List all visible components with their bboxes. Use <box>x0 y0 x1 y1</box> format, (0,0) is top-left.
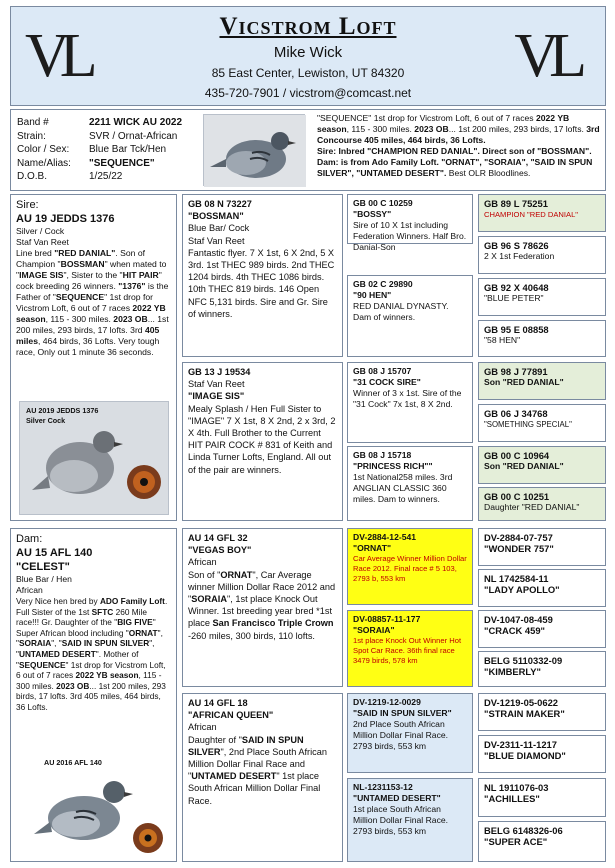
dam-photo <box>19 751 169 857</box>
gggp-sub: "BLUE DIAMOND" <box>484 750 566 761</box>
gggp-band: GB 00 C 10964 <box>484 450 550 461</box>
gggp-14 <box>478 735 606 773</box>
owner-name: Mike Wick <box>273 44 343 61</box>
pigeon-image <box>204 115 306 187</box>
gggp-band: GB 92 X 40648 <box>484 282 549 293</box>
header <box>10 6 606 106</box>
sire-description: Line bred "RED DANIAL". Son of Champion "BOSSMAN" when mated to "IMAGE SIS", Sister to the "HIT PAIR" cock breeding 26 winners. "1376" is the Father of "SEQUENCE" 1st drop for Vicstrom Loft, 6 out of 7 races 2022 YB season, 115 - 300 miles. 2023 OB... 1st 200 miles, 293 birds, 17 lofts. 3rd 405 miles, 464 birds, 36 Lofts. Very tough race, Only out 1 minute 36 seconds. <box>16 248 169 357</box>
strain-value: SVR / Ornat-African <box>89 130 178 142</box>
gggp-band: BELG 5110332-09 <box>484 655 563 666</box>
gggp-sub: "KIMBERLY" <box>484 666 541 677</box>
ggp-text: 2nd Place South African Million Dollar Final Race. 2793 birds, 553 km <box>353 719 449 751</box>
dam-strain: African <box>16 585 43 595</box>
gs2-name: "VEGAS BOY" <box>188 545 252 556</box>
gs1-strain: Staf Van Reet <box>188 235 245 246</box>
address: 85 East Center, Lewiston, UT 84320 <box>211 66 405 80</box>
grandsire-paternal <box>182 194 343 357</box>
gggp-7 <box>478 446 606 484</box>
band-value: 2211 WICK AU 2022 <box>89 117 183 128</box>
page-title: Vicstrom Loft <box>219 13 397 40</box>
gggp-band: GB 96 S 78626 <box>484 240 549 251</box>
sire-photo-caption-1: AU 2019 JEDDS 1376 <box>26 406 99 415</box>
gd1-description: Mealy Splash / Hen Full Sister to "IMAGE" 7 X 1st, 8 X 2nd, 2 x 3rd, 2 X 4th. Full Brother to the Current HIT PAIR COCK # 831 of Keith and Linda Turner Lofts, England. All out of the pair are winners. <box>188 403 336 475</box>
gs1-color: Blue Bar/ Cock <box>188 223 250 234</box>
gggp-11 <box>478 610 606 648</box>
ggp-band: GB 02 C 29890 <box>353 279 413 289</box>
dam-card <box>10 528 177 862</box>
ggp-name: "SORAIA" <box>353 625 395 635</box>
gggp-13 <box>478 693 606 731</box>
contact: 435-720-7901 / vicstrom@comcast.net <box>204 86 412 100</box>
band-label: Band # <box>17 117 49 128</box>
ggp-band: GB 08 J 15707 <box>353 366 412 376</box>
bird-values <box>89 116 182 184</box>
ggp-text: RED DANIAL DYNASTY. Dam of winners. <box>353 301 449 322</box>
name-alias-label: Name/Alias: <box>17 157 71 169</box>
ggp-band: DV-08857-11-177 <box>353 614 421 624</box>
gggp-sub: Daughter "RED DANIAL" <box>484 502 580 512</box>
gggp-band: GB 95 E 08858 <box>484 324 549 335</box>
gggp-band: NL 1911076-03 <box>484 782 549 793</box>
gd1-band: GB 13 J 19534 <box>188 367 251 377</box>
gggp-15 <box>478 778 606 817</box>
gggp-sub: CHAMPION "RED DANIAL" <box>484 210 578 219</box>
gd2-strain: African <box>188 722 217 733</box>
ggp-90-hen <box>347 275 473 357</box>
ggp-bossy <box>347 194 473 252</box>
ggp-text: Car Average Winner Million Dollar Race 2012. Final race # 5 103, 2793 b, 553 km <box>353 554 467 583</box>
gs2-band: AU 14 GFL 32 <box>188 533 248 543</box>
gs2-description: Son of "ORNAT", Car Average winner Million Dollar Race 2012 and "SORAIA", 1st place Knock Out Winner. 1st breeding year bred *1st place San Francisco Triple Crown -260 miles, 300 birds, 110 lofts. <box>188 569 336 641</box>
strain-label: Strain: <box>17 130 46 142</box>
gggp-8 <box>478 487 606 521</box>
gggp-sub: "BLUE PETER" <box>484 293 544 303</box>
sire-photo <box>19 401 169 515</box>
ggp-name: "ORNAT" <box>353 543 392 553</box>
gd2-description: Daughter of "SAID IN SPUN SILVER", 2nd Place South African Million Dollar Final Race and "UNTAMED DESERT" 1st place South African Million Dollar Final Race. <box>188 734 327 806</box>
ggp-said-in-spun-silver <box>347 693 473 773</box>
ggp-band: DV-2884-12-541 <box>353 532 417 542</box>
gggp-sub: "58 HEN" <box>484 335 521 345</box>
gggp-sub: "CRACK 459" <box>484 625 545 636</box>
gggp-sub: "STRAIN MAKER" <box>484 708 565 719</box>
gd1-strain: Staf Van Reet <box>188 379 245 390</box>
gggp-sub: "WONDER 757" <box>484 543 554 554</box>
dam-band: AU 15 AFL 140 <box>16 547 93 559</box>
ggp-31-cock-sire <box>347 362 473 443</box>
gs2-strain: African <box>188 557 217 568</box>
dob-value: 1/25/22 <box>89 171 123 182</box>
sire-heading: Sire: <box>16 199 39 211</box>
ggp-band: GB 00 C 10259 <box>353 198 413 208</box>
gggp-sub: "ACHILLES" <box>484 793 540 804</box>
ggp-name: "SAID IN SPUN SILVER" <box>353 708 452 718</box>
ggp-name: "PRINCESS RICH"" <box>353 461 433 471</box>
gd2-band: AU 14 GFL 18 <box>188 698 248 708</box>
gggp-band: GB 00 C 10251 <box>484 491 550 502</box>
gggp-sub: "LADY APOLLO" <box>484 584 560 595</box>
dam-name: "CELEST" <box>16 561 70 573</box>
sire-pigeon-image <box>20 402 170 516</box>
gggp-9 <box>478 528 606 566</box>
granddam-paternal <box>182 362 343 521</box>
color-sex-value: Blue Bar Tck/Hen <box>89 144 167 155</box>
bird-photo <box>203 114 305 186</box>
gggp-band: NL 1742584-11 <box>484 573 549 584</box>
gggp-10 <box>478 569 606 607</box>
ggp-untamed-desert <box>347 778 473 862</box>
gs1-name: "BOSSMAN" <box>188 211 244 222</box>
gggp-band: GB 06 J 34768 <box>484 408 548 419</box>
gggp-band: DV-2884-07-757 <box>484 532 553 543</box>
ggp-ornat <box>347 528 473 605</box>
sire-card <box>10 194 177 521</box>
sire-photo-caption-2: Silver Cock <box>26 416 66 425</box>
gggp-band: DV-1219-05-0622 <box>484 697 559 708</box>
ggp-princess-rich <box>347 446 473 521</box>
ggp-name: "90 HEN" <box>353 290 392 300</box>
gggp-sub: "SOMETHING SPECIAL" <box>484 420 572 429</box>
ggp-name: "BOSSY" <box>353 209 392 219</box>
color-sex-label: Color / Sex: <box>17 144 70 155</box>
gs1-band: GB 08 N 73227 <box>188 199 252 209</box>
dam-description: Very Nice hen bred by ADO Family Loft. Full Sister of the 1st SFTC 260 Mile race!!! Gr. Daughter of the "BIG FIVE" Super African blood including "ORNAT", "SORAIA", "SAID IN SPUN SILVER", "UNTAMED DESERT". Mother of "SEQUENCE" 1st drop for Vicstrom Loft, 6 out of 7 races 2022 YB season, 115 - 300 miles. 2023 OB... 1st 200 miles, 293 birds, 17 lofts. 3rd 405 miles, 464 birds, 36 Lofts. <box>16 596 168 712</box>
ggp-band: NL-1231153-12 <box>353 782 413 792</box>
gggp-band: DV-2311-11-1217 <box>484 739 557 750</box>
grandsire-maternal <box>182 528 343 687</box>
summary-sire: Sire: Inbred "CHAMPION RED DANIAL". Direct son of "BOSSMAN". <box>317 146 592 156</box>
gd1-name: "IMAGE SIS" <box>188 391 245 402</box>
logo-right: VL <box>514 22 577 90</box>
ggp-name: "31 COCK SIRE" <box>353 377 421 387</box>
dam-pigeon-image <box>20 752 170 858</box>
gggp-sub: Son "RED DANIAL" <box>484 377 564 387</box>
gggp-band: GB 89 L 75251 <box>484 198 548 209</box>
sire-band: AU 19 JEDDS 1376 <box>16 213 115 225</box>
gggp-4 <box>478 320 606 357</box>
sire-strain: Staf Van Reet <box>16 237 69 247</box>
ggp-band: GB 08 J 15718 <box>353 450 412 460</box>
gggp-sub: 2 X 1st Federation <box>484 251 555 261</box>
gggp-band: BELG 6148326-06 <box>484 825 563 836</box>
gs1-description: Fantastic flyer. 7 X 1st, 6 X 2nd, 5 X 3rd. 1st THEC 989 birds. 2nd THEC 1204 birds. 4th THEC 1086 birds. 10th THEC 819 birds. 146 Open NFC 5,131 birds. Sire and Gr. Sire of winners. <box>188 247 335 319</box>
gd2-name: "AFRICAN QUEEN" <box>188 710 274 721</box>
gggp-16 <box>478 821 606 862</box>
ggp-band: DV-1219-12-0029 <box>353 697 421 707</box>
gggp-3 <box>478 278 606 316</box>
name-alias-value: "SEQUENCE" <box>89 157 155 169</box>
bird-summary <box>317 113 603 179</box>
dam-heading: Dam: <box>16 533 43 545</box>
granddam-maternal <box>182 693 343 862</box>
dam-photo-caption: AU 2016 AFL 140 <box>44 758 102 767</box>
gggp-12 <box>478 651 606 687</box>
gggp-band: GB 98 J 77891 <box>484 366 548 377</box>
dob-label: D.O.B. <box>17 171 48 182</box>
gggp-2 <box>478 236 606 274</box>
gggp-5 <box>478 362 606 400</box>
gggp-band: DV-1047-08-459 <box>484 614 553 625</box>
logo-left: VL <box>25 22 88 90</box>
bird-info <box>10 109 606 191</box>
gggp-6 <box>478 404 606 442</box>
summary-performance: "SEQUENCE" 1st drop for Vicstrom Loft, 6 out of 7 races 2022 YB season, 115 - 300 miles. 2023 OB... 1st 200 miles, 293 birds, 17 lofts. 3rd Concourse 405 miles, 464 birds, 36 Lofts. <box>317 113 600 145</box>
summary-dam: Dam: is from Ado Family Loft. "ORNAT", "SORAIA", "SAID IN SPUN SILVER", "UNTAMED DESERT". Best OLR Bloodlines. <box>317 157 593 178</box>
gggp-sub: Son "RED DANIAL" <box>484 461 564 471</box>
ggp-soraia <box>347 610 473 687</box>
gggp-sub: "SUPER ACE" <box>484 836 548 847</box>
ggp-text: 1st place Knock Out Winner Hot Spot Car Race. 36th final race 3479 birds, 578 km <box>353 636 462 665</box>
dam-color: Blue Bar / Hen <box>16 574 72 584</box>
ggp-text: 1st National258 miles. 3rd ANGLIAN CLASSIC 360 miles. Dam to winners. <box>353 472 453 504</box>
ggp-text: Sire of 10 X 1st including Federation Winners. Half Bro. Danial-Son <box>353 220 467 252</box>
ggp-name: "UNTAMED DESERT" <box>353 793 441 803</box>
gggp-1 <box>478 194 606 232</box>
ggp-text: Winner of 3 x 1st. Sire of the "31 Cock" 7x 1st, 8 X 2nd. <box>353 388 462 409</box>
sire-color: Silver / Cock <box>16 226 65 236</box>
ggp-text: 1st place South African Million Dollar Final Race. 2793 birds, 553 km <box>353 804 449 836</box>
bird-labels <box>17 116 71 184</box>
